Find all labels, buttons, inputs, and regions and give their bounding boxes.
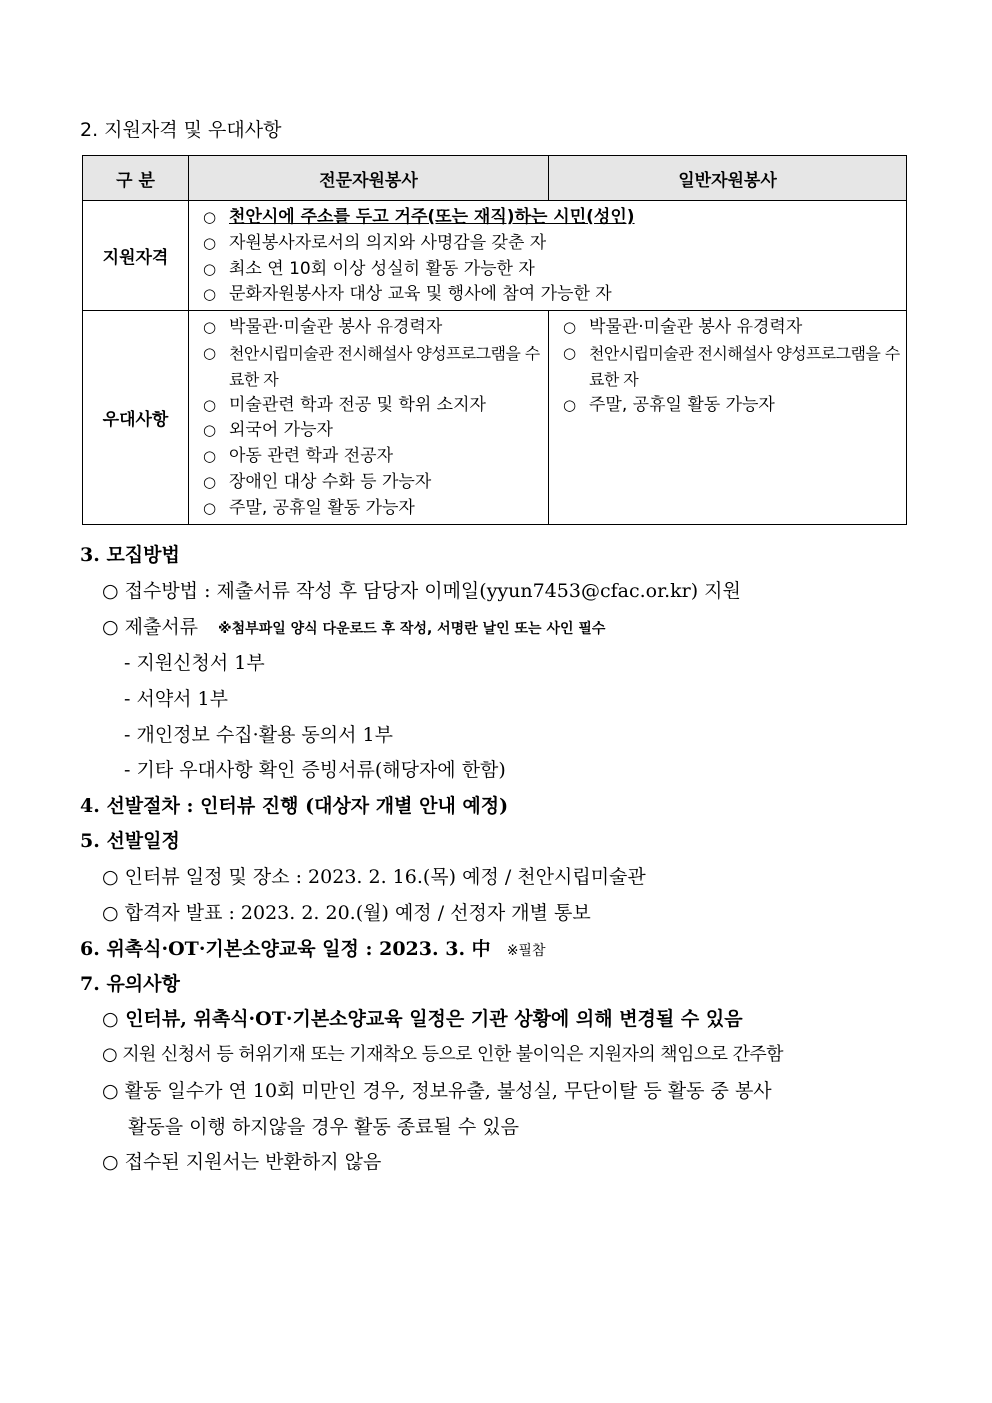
qualification-cell <box>189 201 907 311</box>
header-expert: 전문자원봉사 <box>189 156 549 201</box>
preference-item: ○ 아동 관련 학과 전공자 <box>201 444 542 470</box>
preference-expert-cell <box>189 311 549 524</box>
documents-note: ※첨부파일 양식 다운로드 후 작성, 서명란 날인 또는 사인 필수 <box>218 621 606 637</box>
qualification-item: ○ 자원봉사자로서의 의지와 사명감을 갖춘 자 <box>201 231 900 257</box>
preference-item: ○ 장애인 대상 수화 등 가능자 <box>201 470 542 496</box>
qualification-item: ○ 최소 연 10회 이상 성실히 활동 가능한 자 <box>201 257 900 283</box>
preference-item: ○ 주말, 공휴일 활동 가능자 <box>201 496 542 522</box>
caution-item: ○ 지원 신청서 등 허위기재 또는 기재착오 등으로 인한 불이익은 지원자의 책임으로 간주함 <box>102 1044 783 1065</box>
qualification-table <box>82 155 907 525</box>
reception-method: ○ 접수방법 : 제출서류 작성 후 담당자 이메일(yyun7453@cfac.or.kr) 지원 <box>102 580 741 602</box>
header-category: 구 분 <box>83 156 189 201</box>
preference-row <box>83 311 907 524</box>
document-item: - 지원신청서 1부 <box>124 652 265 674</box>
preference-item: ○ 주말, 공휴일 활동 가능자 <box>561 393 900 419</box>
preference-label: 우대사항 <box>83 311 189 524</box>
qualification-item: ○ 천안시에 주소를 두고 거주(또는 재직)하는 시민(성인) <box>201 205 900 231</box>
caution-item-continued: 활동을 이행 하지않을 경우 활동 종료될 수 있음 <box>128 1116 520 1138</box>
preference-item: ○ 박물관·미술관 봉사 유경력자 <box>201 315 542 341</box>
section-6-text: 6. 위촉식·OT·기본소양교육 일정 : 2023. 3. 中 <box>80 938 491 960</box>
caution-item: ○ 인터뷰, 위촉식·OT·기본소양교육 일정은 기관 상황에 의해 변경될 수 있음 <box>102 1008 743 1030</box>
section-3-title: 3. 모집방법 <box>80 544 180 566</box>
schedule-item: ○ 인터뷰 일정 및 장소 : 2023. 2. 16.(목) 예정 / 천안시립미술관 <box>102 866 646 888</box>
caution-item: ○ 접수된 지원서는 반환하지 않음 <box>102 1151 382 1173</box>
preference-item: ○ 미술관련 학과 전공 및 학위 소지자 <box>201 393 542 419</box>
header-general: 일반자원봉사 <box>549 156 907 201</box>
preference-item: ○ 박물관·미술관 봉사 유경력자 <box>561 315 900 341</box>
section-5-title: 5. 선발일정 <box>80 830 180 852</box>
documents-line <box>102 612 605 639</box>
section-4-title: 4. 선발절차 : 인터뷰 진행 (대상자 개별 안내 예정) <box>80 795 509 817</box>
preference-item: ○ 천안시립미술관 전시해설사 양성프로그램을 수료한 자 <box>201 341 542 393</box>
documents-label: ○ 제출서류 <box>102 616 199 638</box>
preference-item: ○ 천안시립미술관 전시해설사 양성프로그램을 수료한 자 <box>561 341 900 393</box>
document-item: - 개인정보 수집·활용 동의서 1부 <box>124 724 393 746</box>
schedule-item: ○ 합격자 발표 : 2023. 2. 20.(월) 예정 / 선정자 개별 통보 <box>102 902 591 924</box>
preference-general-cell <box>549 311 907 524</box>
section-6-note: ※필참 <box>506 943 546 959</box>
section-7-title: 7. 유의사항 <box>80 973 180 995</box>
preference-item: ○ 외국어 가능자 <box>201 418 542 444</box>
document-item: - 서약서 1부 <box>124 688 229 710</box>
section-2-title: 2. 지원자격 및 우대사항 <box>80 119 282 141</box>
qualification-item: ○ 문화자원봉사자 대상 교육 및 행사에 참여 가능한 자 <box>201 282 900 308</box>
section-6-title <box>80 934 545 961</box>
qualification-row <box>83 201 907 311</box>
table-header-row <box>83 156 907 201</box>
document-item: - 기타 우대사항 확인 증빙서류(해당자에 한함) <box>124 759 506 781</box>
caution-item: ○ 활동 일수가 연 10회 미만인 경우, 정보유출, 불성실, 무단이탈 등 활동 중 봉사 <box>102 1080 772 1102</box>
qualification-label: 지원자격 <box>83 201 189 311</box>
